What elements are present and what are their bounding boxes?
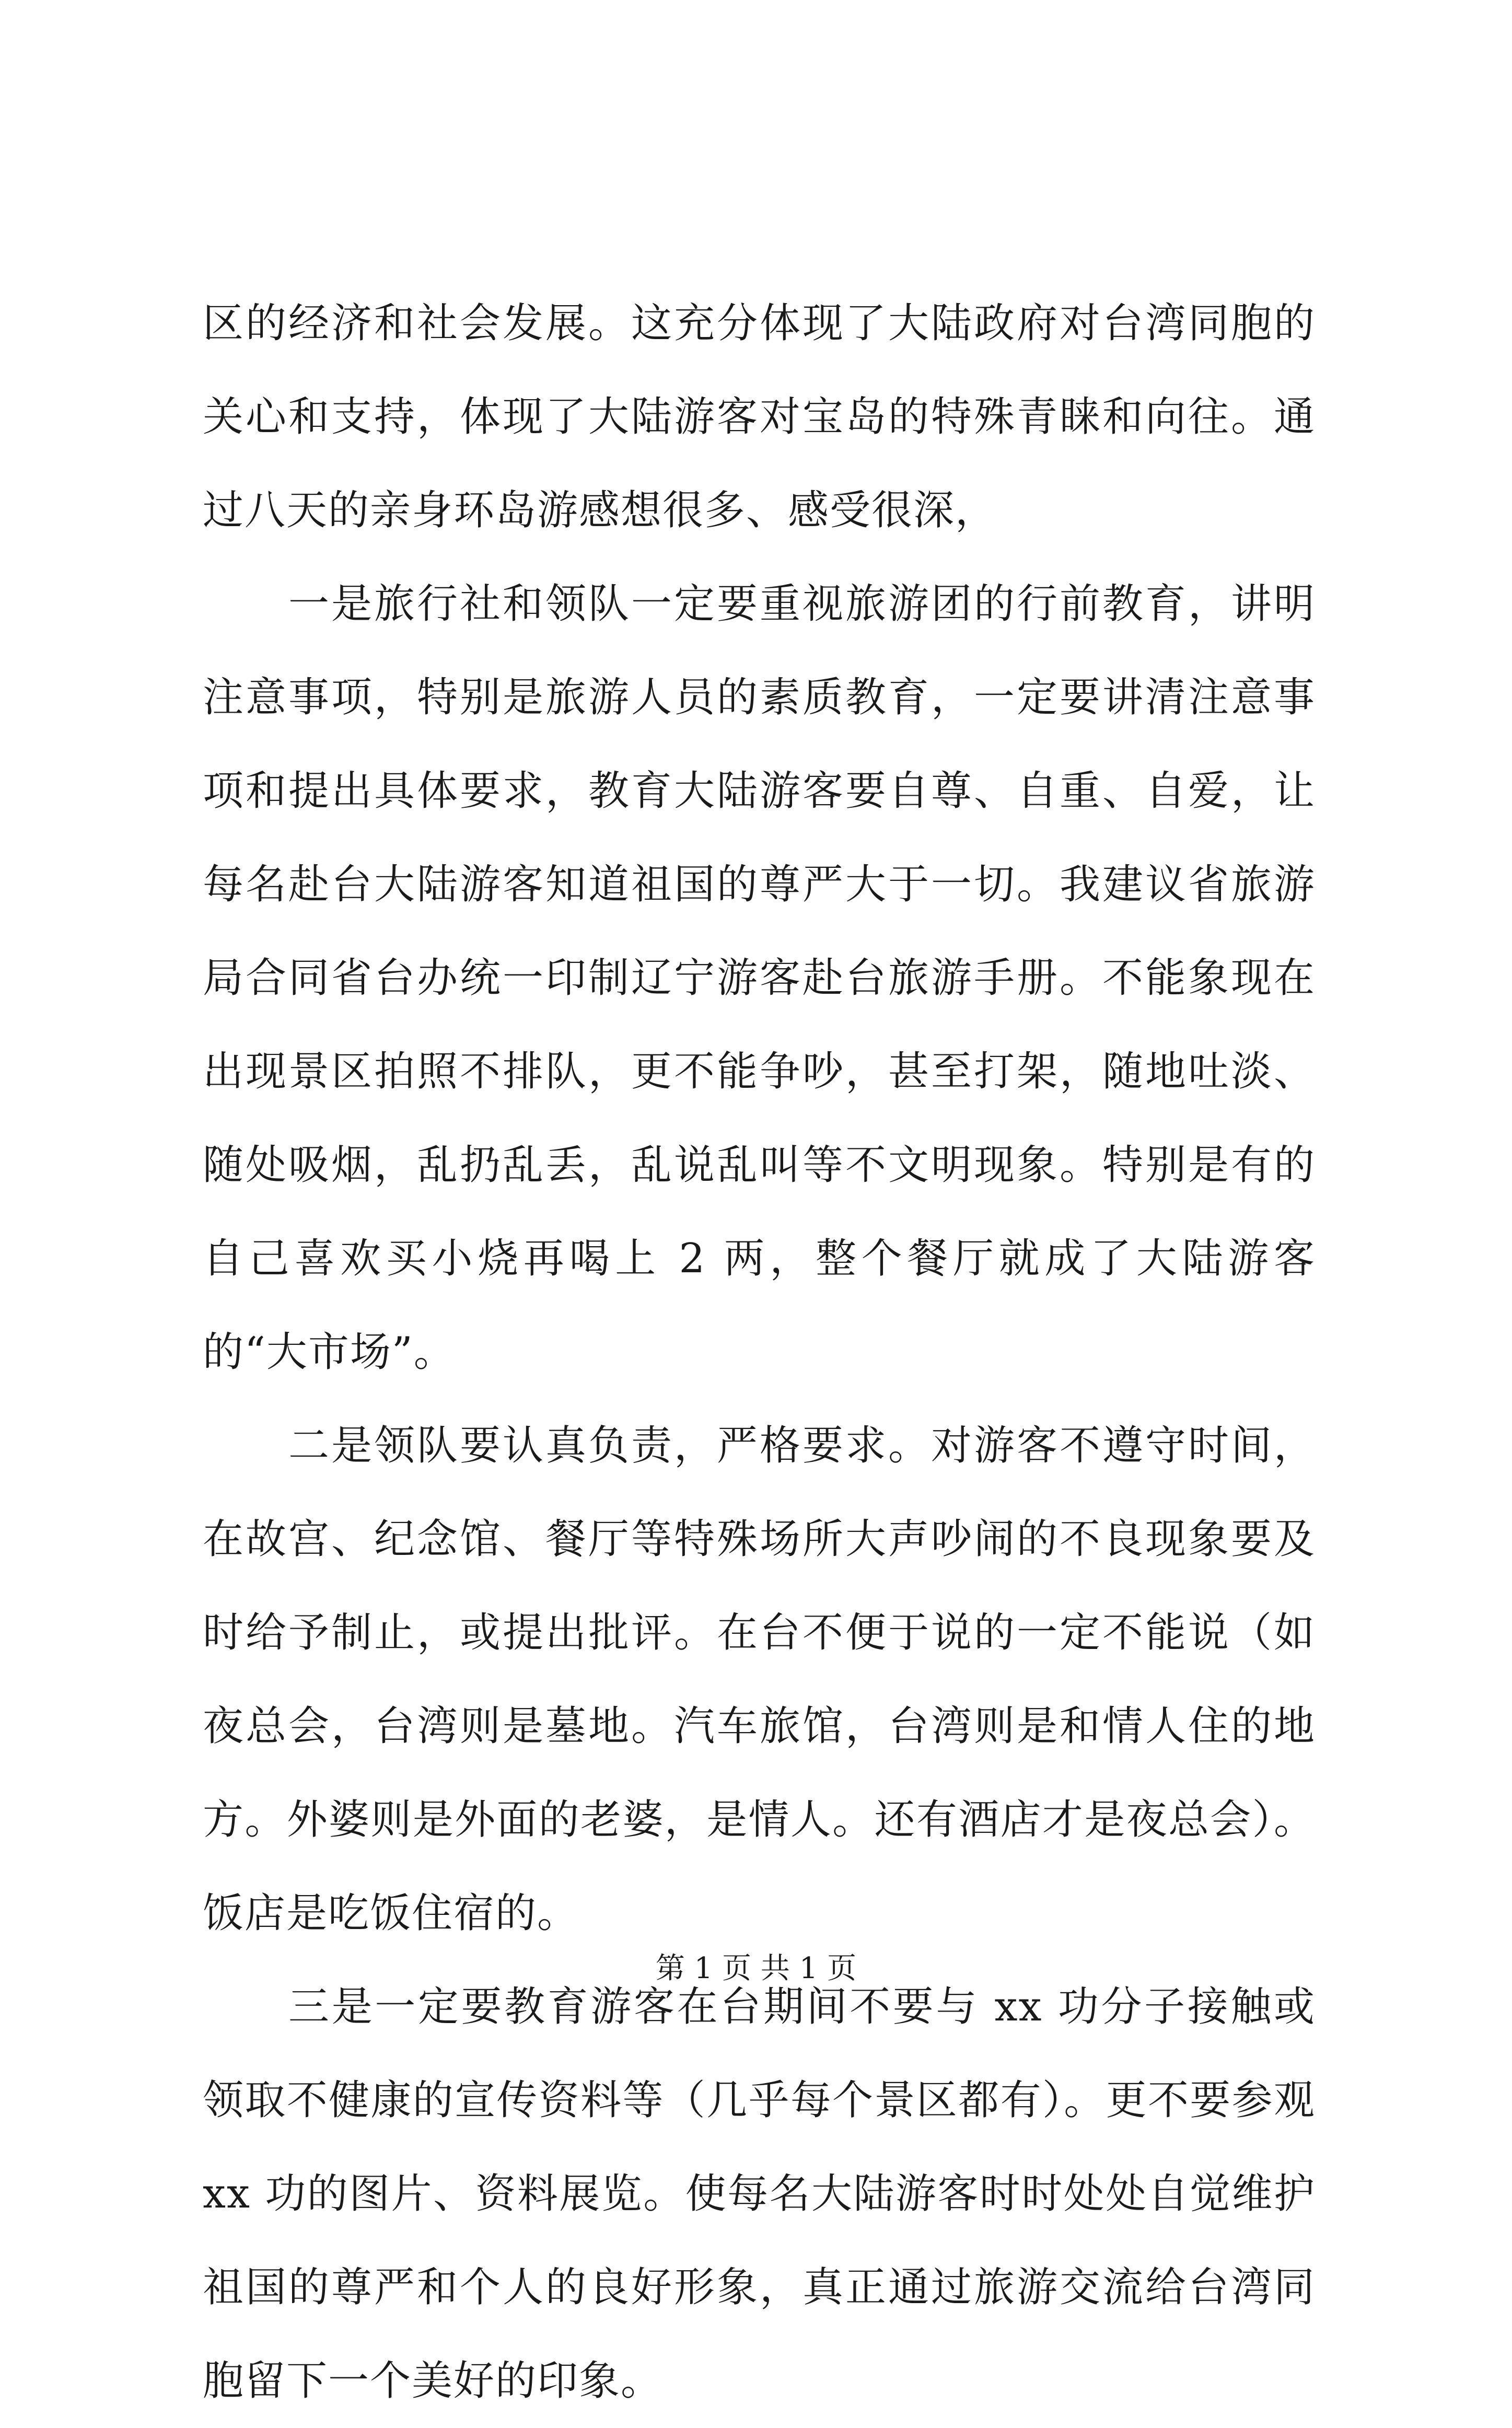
paragraph-point-two: 二是领队要认真负责，严格要求。对游客不遵守时间，在故宫、纪念馆、餐厅等特殊场所大声吵闹的不良现象要及时给予制止，或提出批评。在台不便于说的一定不能说（如夜总会，台湾则是墓地。汽车旅馆，台湾则是和情人住的地方。外婆则是外面的老婆，是情人。还有酒店才是夜总会）。饭店是吃饭住宿的。 xyxy=(203,1422,1316,1937)
page-footer: 第 1 页 共 1 页 xyxy=(655,1951,857,1985)
paragraph-point-one: 一是旅行社和领队一定要重视旅游团的行前教育，讲明注意事项，特别是旅游人员的素质教育，一定要讲清注意事项和提出具体要求，教育大陆游客要自尊、自重、自爱，让每名赴台大陆游客知道祖国的尊严大于一切。我建议省旅游局合同省台办统一印制辽宁游客赴台旅游手册。不能象现在出现景区拍照不排队，更不能争吵，甚至打架，随地吐淡、随处吸烟，乱扔乱丢，乱说乱叫等不文明现象。特别是有的自己喜欢买小烧再喝上 2 两，整个餐厅就成了大陆游客的“大市场”。 xyxy=(203,580,1316,1376)
paragraph-point-three: 三是一定要教育游客在台期间不要与 xx 功分子接触或领取不健康的宣传资料等（几乎每个景区都有）。更不要参观 xx 功的图片、资料展览。使每名大陆游客时时处处自觉维护祖国的尊严和个人的良好形象，真正通过旅游交流给台湾同胞留下一个美好的印象。 xyxy=(203,1983,1316,2404)
paragraph-intro: 区的经济和社会发展。这充分体现了大陆政府对台湾同胞的关心和支持，体现了大陆游客对宝岛的特殊青睐和向往。通过八天的亲身环岛游感想很多、感受很深， xyxy=(203,300,1316,534)
document-body xyxy=(203,277,1316,2428)
